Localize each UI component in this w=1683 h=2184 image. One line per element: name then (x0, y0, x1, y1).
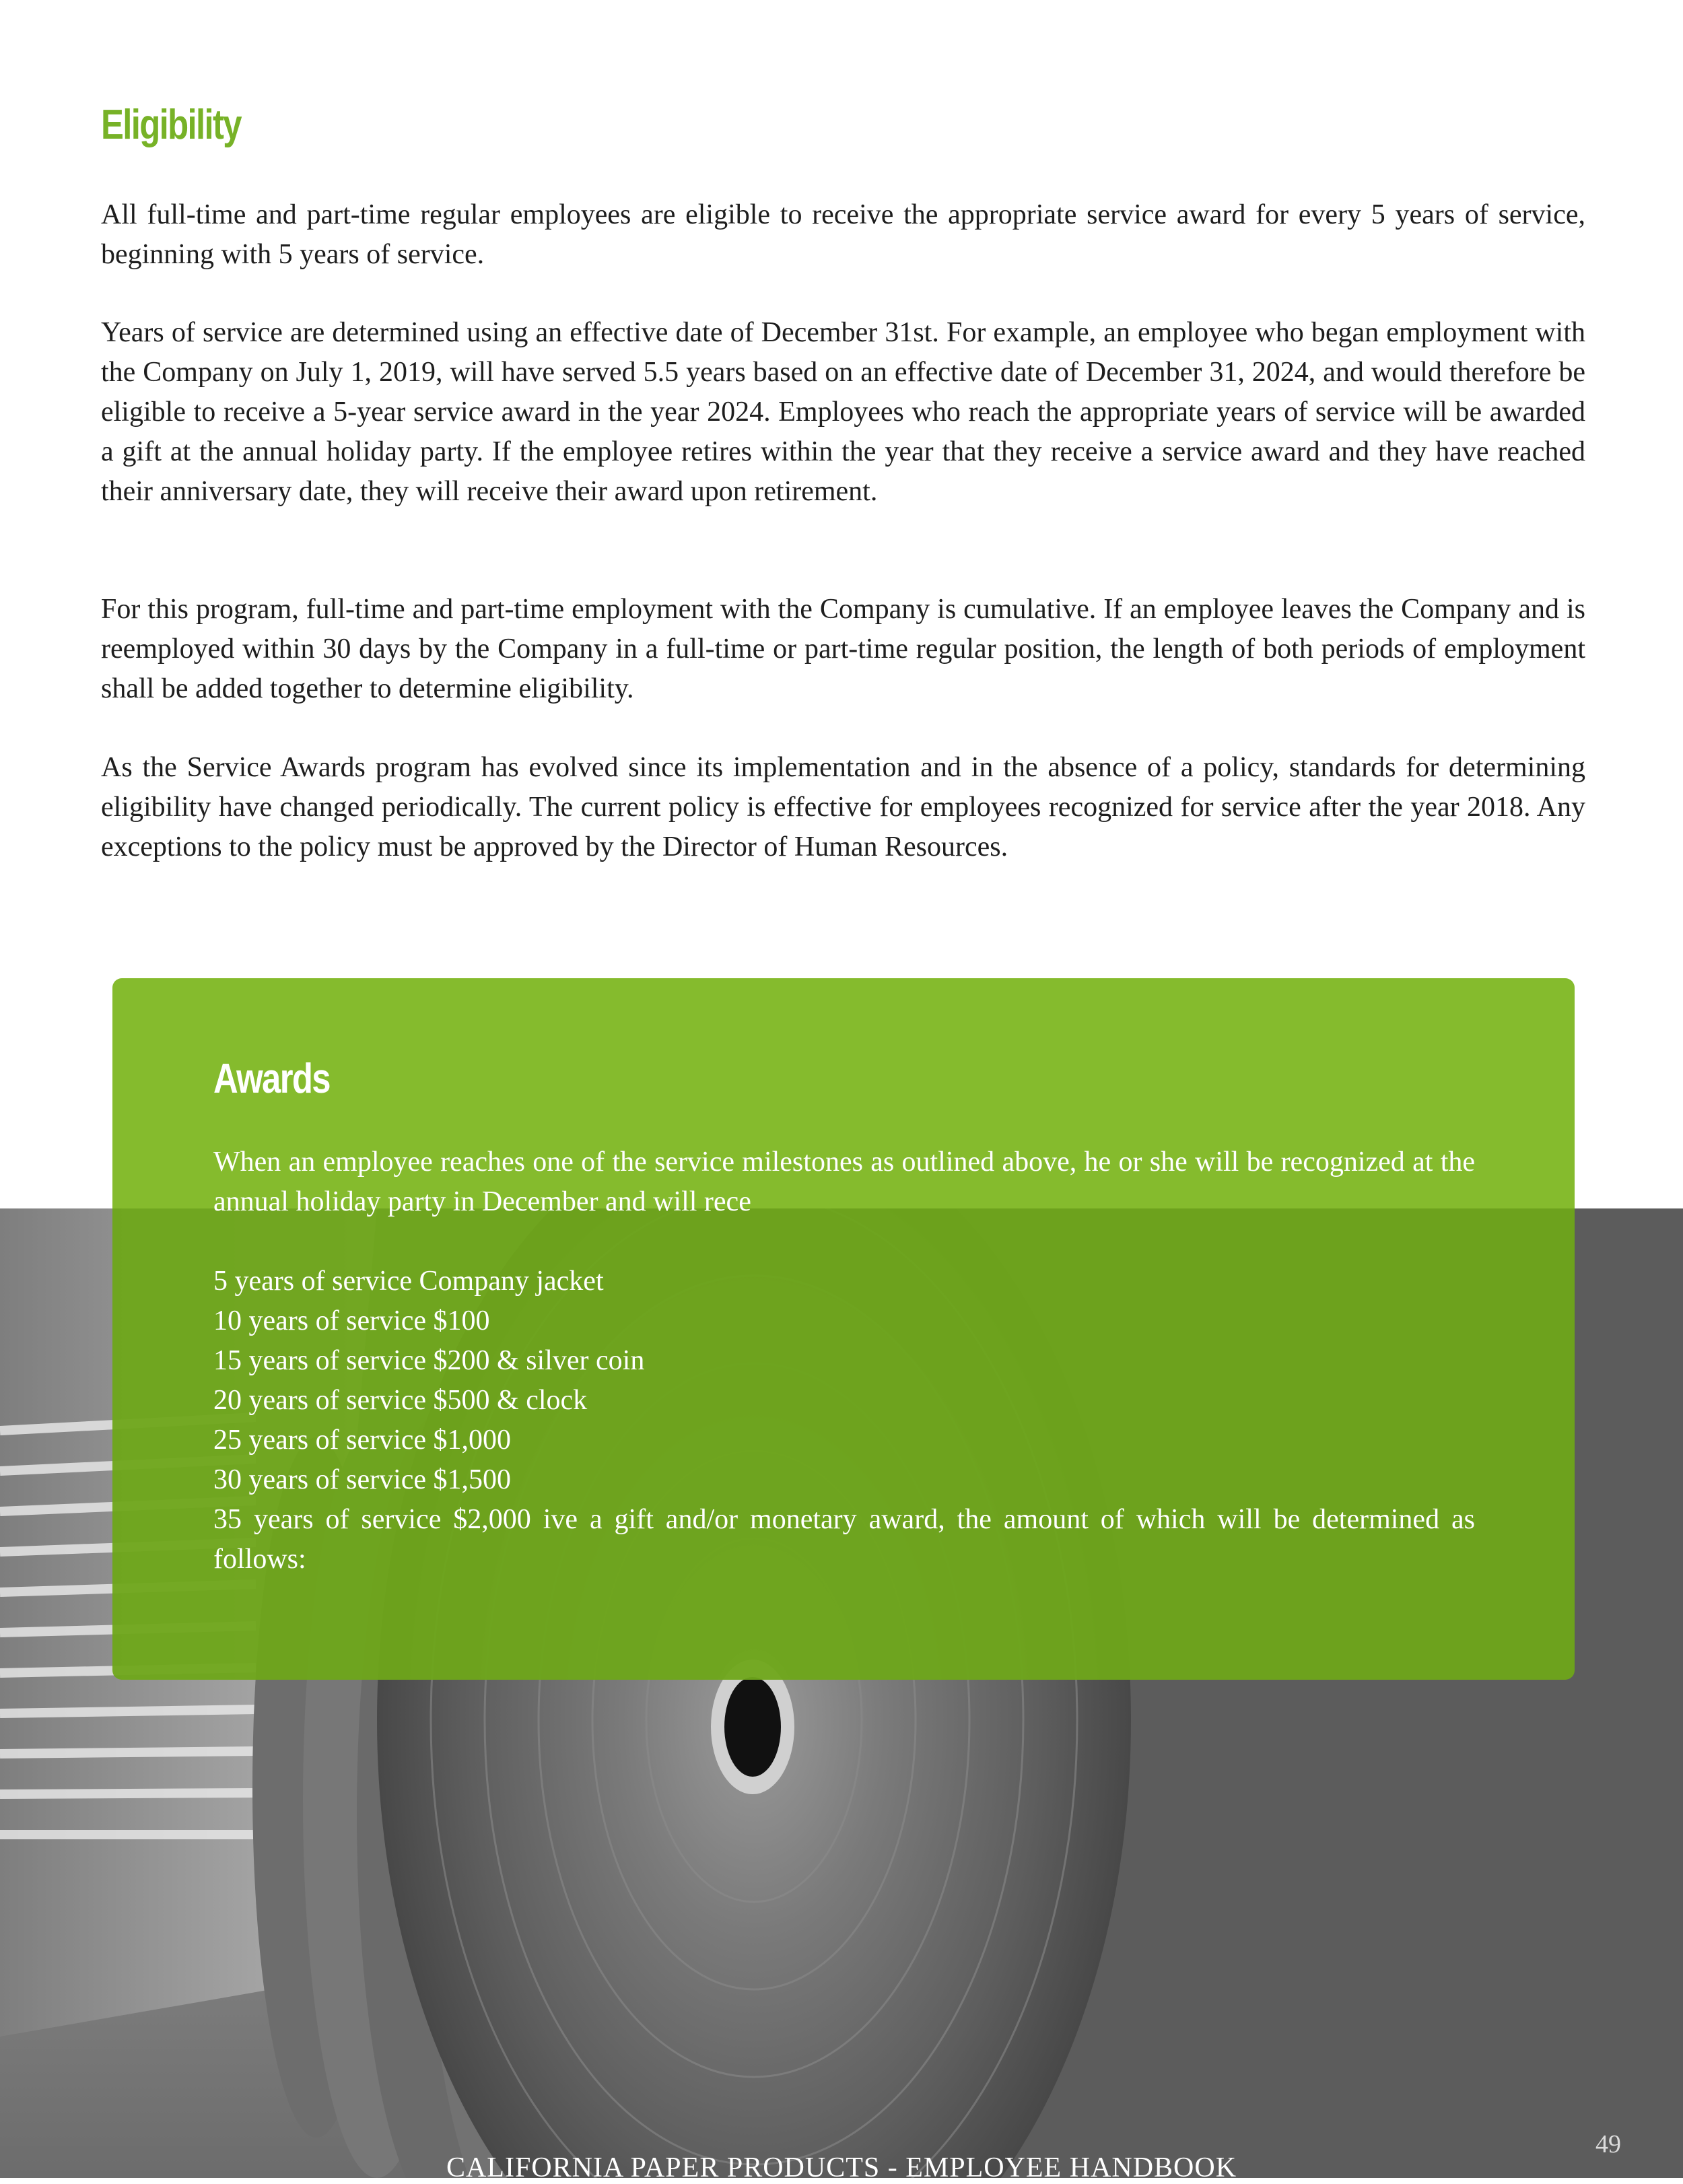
awards-heading: Awards (213, 1056, 330, 1102)
awards-intro: When an employee reaches one of the service milestones as outlined above, he or she will be recognized at the annual holiday party in December and will rece (213, 1147, 1475, 1217)
award-item: 15 years of service $200 & silver coin (213, 1345, 645, 1376)
eligibility-paragraph-3: For this program, full-time and part-time employment with the Company is cumulative. If an employee leaves the Company and is reemployed within 30 days by the Company in a full-time or part-time regular position, the length of both periods of employment shall be added together to determine eligibility. (101, 594, 1585, 704)
awards-box (112, 978, 1575, 1680)
award-item: 10 years of service $100 (213, 1305, 490, 1336)
eligibility-paragraph-2: Years of service are determined using an effective date of December 31st. For example, an employee who began employment with the Company on July 1, 2019, will have served 5.5 years based on an effective date of December 31, 2024, and would therefore be eligible to receive a 5-year service award in the year 2024. Employees who reach the appropriate years of service will be awarded a gift at the annual holiday party. If the employee retires within the year that they receive a service award and they have reached their anniversary date, they will receive their award upon retirement. (101, 317, 1585, 507)
eligibility-paragraph-1: All full-time and part-time regular employees are eligible to receive the appropriate service award for every 5 years of service, beginning with 5 years of service. (101, 199, 1585, 270)
award-item: 5 years of service Company jacket (213, 1266, 604, 1297)
eligibility-paragraph-4: As the Service Awards program has evolved since its implementation and in the absence of a policy, standards for determining eligibility have changed periodically. The current policy is effective for employees recognized for service after the year 2018. Any exceptions to the policy must be approved by the Director of Human Resources. (101, 752, 1585, 862)
award-item: 30 years of service $1,500 (213, 1464, 512, 1495)
award-list (213, 1262, 1475, 1579)
award-item: 25 years of service $1,000 (213, 1425, 512, 1456)
page-number: 49 (1595, 2130, 1621, 2158)
award-item: 20 years of service $500 & clock (213, 1385, 588, 1416)
footer-title: CALIFORNIA PAPER PRODUCTS - EMPLOYEE HANDBOOK (446, 2152, 1237, 2183)
award-item: 35 years of service $2,000 ive a gift and/or monetary award, the amount of which will be determined as follows: (213, 1504, 1475, 1575)
eligibility-heading: Eligibility (101, 102, 241, 148)
